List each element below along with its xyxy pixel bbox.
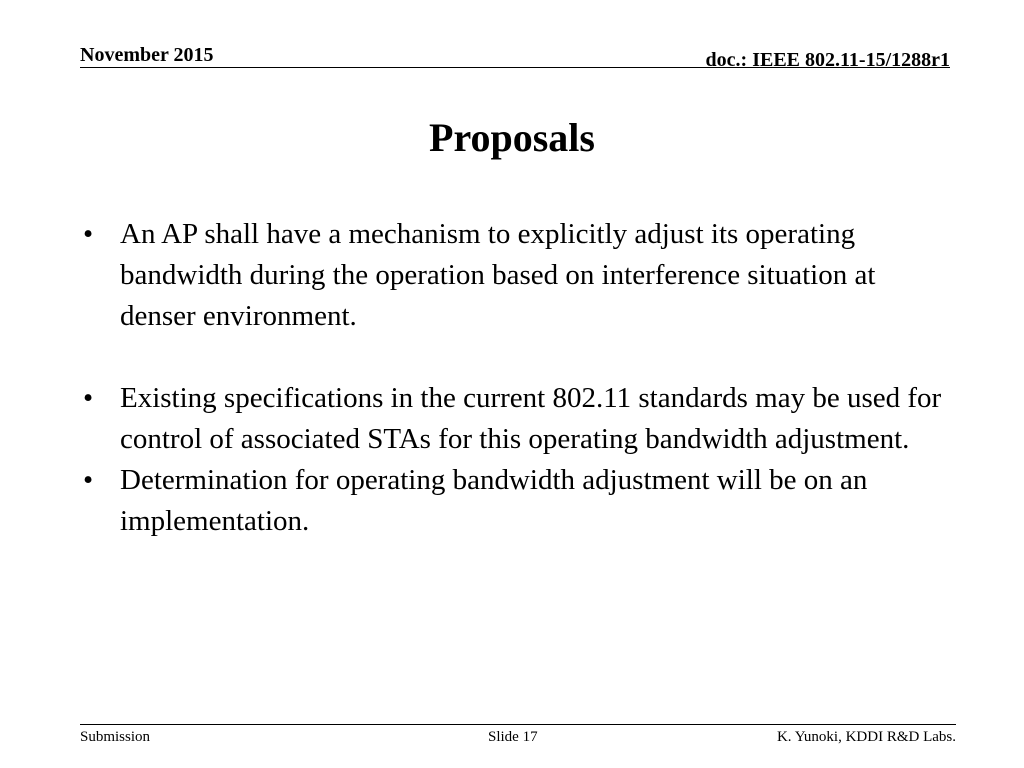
header-doc-id: doc.: IEEE 802.11-15/1288r1 [705, 49, 950, 71]
footer-author: K. Yunoki, KDDI R&D Labs. [776, 729, 956, 745]
bullet-text: Existing specifications in the current 802.11 standards may be used for control of associated STAs for this operating bandwidth adjustment. [120, 382, 942, 455]
footer-divider [80, 724, 956, 725]
bullet-marker: • [83, 218, 94, 250]
bullet-marker: • [83, 464, 94, 496]
bullet-item-3 [83, 460, 943, 542]
header-divider [80, 67, 950, 68]
bullet-list [83, 214, 943, 542]
footer-submission: Submission [80, 729, 151, 745]
header-date: November 2015 [80, 44, 214, 66]
bullet-item-2 [83, 378, 943, 460]
bullet-spacer [83, 337, 943, 378]
slide-title: Proposals [429, 115, 595, 160]
bullet-text: An AP shall have a mechanism to explicitly adjust its operating bandwidth during the operation based on interference situation at denser environment. [120, 218, 876, 332]
bullet-marker: • [83, 382, 94, 414]
bullet-text: Determination for operating bandwidth adjustment will be on an implementation. [120, 464, 868, 537]
footer-slide-number: Slide 17 [488, 729, 538, 745]
bullet-item-1 [83, 214, 943, 337]
